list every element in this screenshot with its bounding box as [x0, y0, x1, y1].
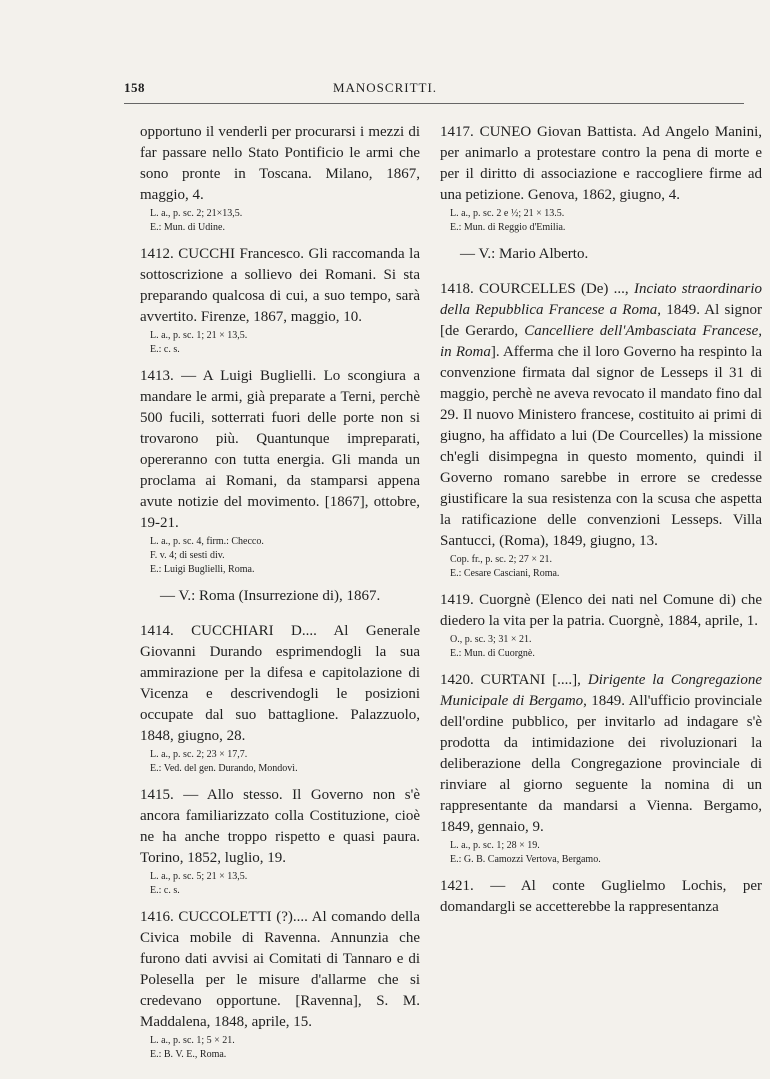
entry-1414 — [140, 621, 420, 775]
entry-note: L. a., p. sc. 4, firm.: Checco. — [150, 536, 264, 547]
entry-text: 1413. — A Luigi Buglielli. Lo scongiura a mandare le armi, già preparate a Terni, perchè 500 fucili, sotterrati fuori delle porte non si trovarono più. Quantunque impreparati, opereranno con tutta energia. Gli manda un proclama ai Romani, da stamparsi appena avute notizie del movimento. [1867], ottobre, 19-21. — [140, 368, 420, 531]
entry-note: E.: G. B. Camozzi Vertova, Bergamo. — [450, 854, 601, 865]
entry-text — [440, 670, 762, 838]
entry-note: O., p. sc. 3; 31 × 21. — [450, 634, 532, 645]
entry-note: E.: Ved. del gen. Durando, Mondovì. — [150, 763, 298, 774]
entry-1419 — [440, 590, 762, 660]
entry-role-title: Dirigente la Congregazione Municipale di Bergamo — [440, 672, 762, 709]
entry-1416 — [140, 907, 420, 1061]
see-also-mario: — V.: Mario Alberto. — [460, 246, 589, 262]
right-column — [440, 122, 762, 928]
entry-text: 1421. — Al conte Guglielmo Lochis, per domandargli se accetterebbe la rappresentanza — [440, 878, 762, 915]
entry-note: E.: Mun. di Reggio d'Emilia. — [450, 222, 566, 233]
entry-1421 — [440, 876, 762, 918]
entry-note: E.: Luigi Buglielli, Roma. — [150, 564, 255, 575]
entry-note: E.: c. s. — [150, 344, 180, 355]
entry-note: L. a., p. sc. 1; 21 × 13,5. — [150, 330, 248, 341]
entry-note: L. a., p. sc. 1; 5 × 21. — [150, 1035, 235, 1046]
entry-1420 — [440, 670, 762, 866]
entry-mid: , 1849. Al signor [de Gerardo, — [440, 302, 762, 339]
entry-text: opportuno il venderli per procurarsi i mezzi di far passare nello Stato Pontificio le armi che sono pronte in Toscana. Milano, 1867, maggio, 4. — [140, 124, 420, 203]
entry-text: 1419. Cuorgnè (Elenco dei nati nel Comune di) che diedero la vita per la patria. Cuorgnè, 1884, aprile, 1. — [440, 592, 762, 629]
entry-lead: 1420. CURTANI [....], — [440, 672, 588, 688]
entry-note: E.: Cesare Casciani, Roma. — [450, 568, 560, 579]
page-number: 158 — [124, 80, 145, 95]
entry-note: E.: Mun. di Udine. — [150, 222, 225, 233]
see-also-roma: — V.: Roma (Insurrezione di), 1867. — [160, 588, 381, 604]
entry-rest: ]. Afferma che il loro Governo ha respinto la convenzione firmata dal signor de Lesseps il 31 di maggio, perchè ne aveva revocato il mandato fino dal 29. Il nuovo Ministero francese, costituito ai primi di giugno, ha affidato a lui (De Courcelles) la missione ch'egli disimpegna in questo momento, quindi il Governo romano sarebbe in errore se credesse giustificare la sua resistenza con la scusa che aspetta la ratificazione delle convenzioni Lesseps. Villa Santucci, (Roma), 1849, giugno, 13. — [440, 344, 762, 549]
entry-note: L. a., p. sc. 1; 28 × 19. — [450, 840, 540, 851]
left-column — [140, 122, 420, 1071]
entry-role-title-2: Cancelliere dell'Ambasciata Francese, in Roma — [440, 323, 762, 360]
entry-text: 1417. CUNEO Giovan Battista. Ad Angelo Manini, per animarlo a protestare contro la pena di morte e per il diritto di associazione e raccogliere firme ad una petizione. Genova, 1862, giugno, 4. — [440, 124, 762, 203]
entry-note: Cop. fr., p. sc. 2; 27 × 21. — [450, 554, 553, 565]
header-rule — [124, 103, 744, 104]
entry-continued — [140, 122, 420, 234]
entry-note: F. v. 4; di sesti div. — [150, 550, 225, 561]
entry-text: 1414. CUCCHIARI D.... Al Generale Giovanni Durando esprimendogli la sua ammirazione per la difesa e capitolazione di Vicenza e descrivendogli le posizioni occupate dal suo battaglione. Palazzuolo, 1848, giugno, 28. — [140, 623, 420, 744]
running-title: MANOSCRITTI. — [332, 80, 438, 95]
entry-text: 1415. — Allo stesso. Il Governo non s'è ancora familiarizzato colla Costituzione, cioè ne ha anche troppo rispetto e quasi paura. Torino, 1852, luglio, 19. — [140, 787, 420, 866]
entry-lead: 1418. COURCELLES (De) ..., — [440, 281, 634, 297]
entry-1418 — [440, 279, 762, 580]
entry-note: E.: B. V. E., Roma. — [150, 1049, 227, 1060]
entry-note: E.: c. s. — [150, 885, 180, 896]
entry-text: 1416. CUCCOLETTI (?).... Al comando della Civica mobile di Ravenna. Annunzia che furono dati avvisi ai Comitati di Tannaro e di Polesella per le misure d'allarme che si credevano opportune. [Ravenna], S. M. Maddalena, 1848, aprile, 15. — [140, 909, 420, 1030]
entry-text: 1412. CUCCHI Francesco. Gli raccomanda la sottoscrizione a sollievo dei Romani. Si sta preparando qualcosa di cui, a suo tempo, sarà avvertito. Firenze, 1867, maggio, 10. — [140, 246, 420, 325]
entry-1417 — [440, 122, 762, 234]
entry-note: L. a., p. sc. 2 e ½; 21 × 13.5. — [450, 208, 565, 219]
entry-rest: , 1849. All'ufficio provinciale dell'ordine pubblico, per invitarlo ad indagare s'è prodotta da intimidazione dei rivoluzionari la deliberazione della Congregazione provinciale di rinviare al giorno seguente la nomina di un rappresentante da mandarsi a Vienna. Bergamo, 1849, gennaio, 9. — [440, 693, 762, 835]
entry-text — [440, 279, 762, 552]
entry-role-title: Inciato straordinario della Repubblica Francese a Roma — [440, 281, 762, 318]
entry-1412 — [140, 244, 420, 356]
entry-1415 — [140, 785, 420, 897]
entry-note: L. a., p. sc. 5; 21 × 13,5. — [150, 871, 248, 882]
entry-note: E.: Mun. di Cuorgnè. — [450, 648, 535, 659]
entry-note: L. a., p. sc. 2; 21×13,5. — [150, 208, 243, 219]
entry-1413 — [140, 366, 420, 576]
page-header — [0, 80, 770, 100]
entry-note: L. a., p. sc. 2; 23 × 17,7. — [150, 749, 248, 760]
